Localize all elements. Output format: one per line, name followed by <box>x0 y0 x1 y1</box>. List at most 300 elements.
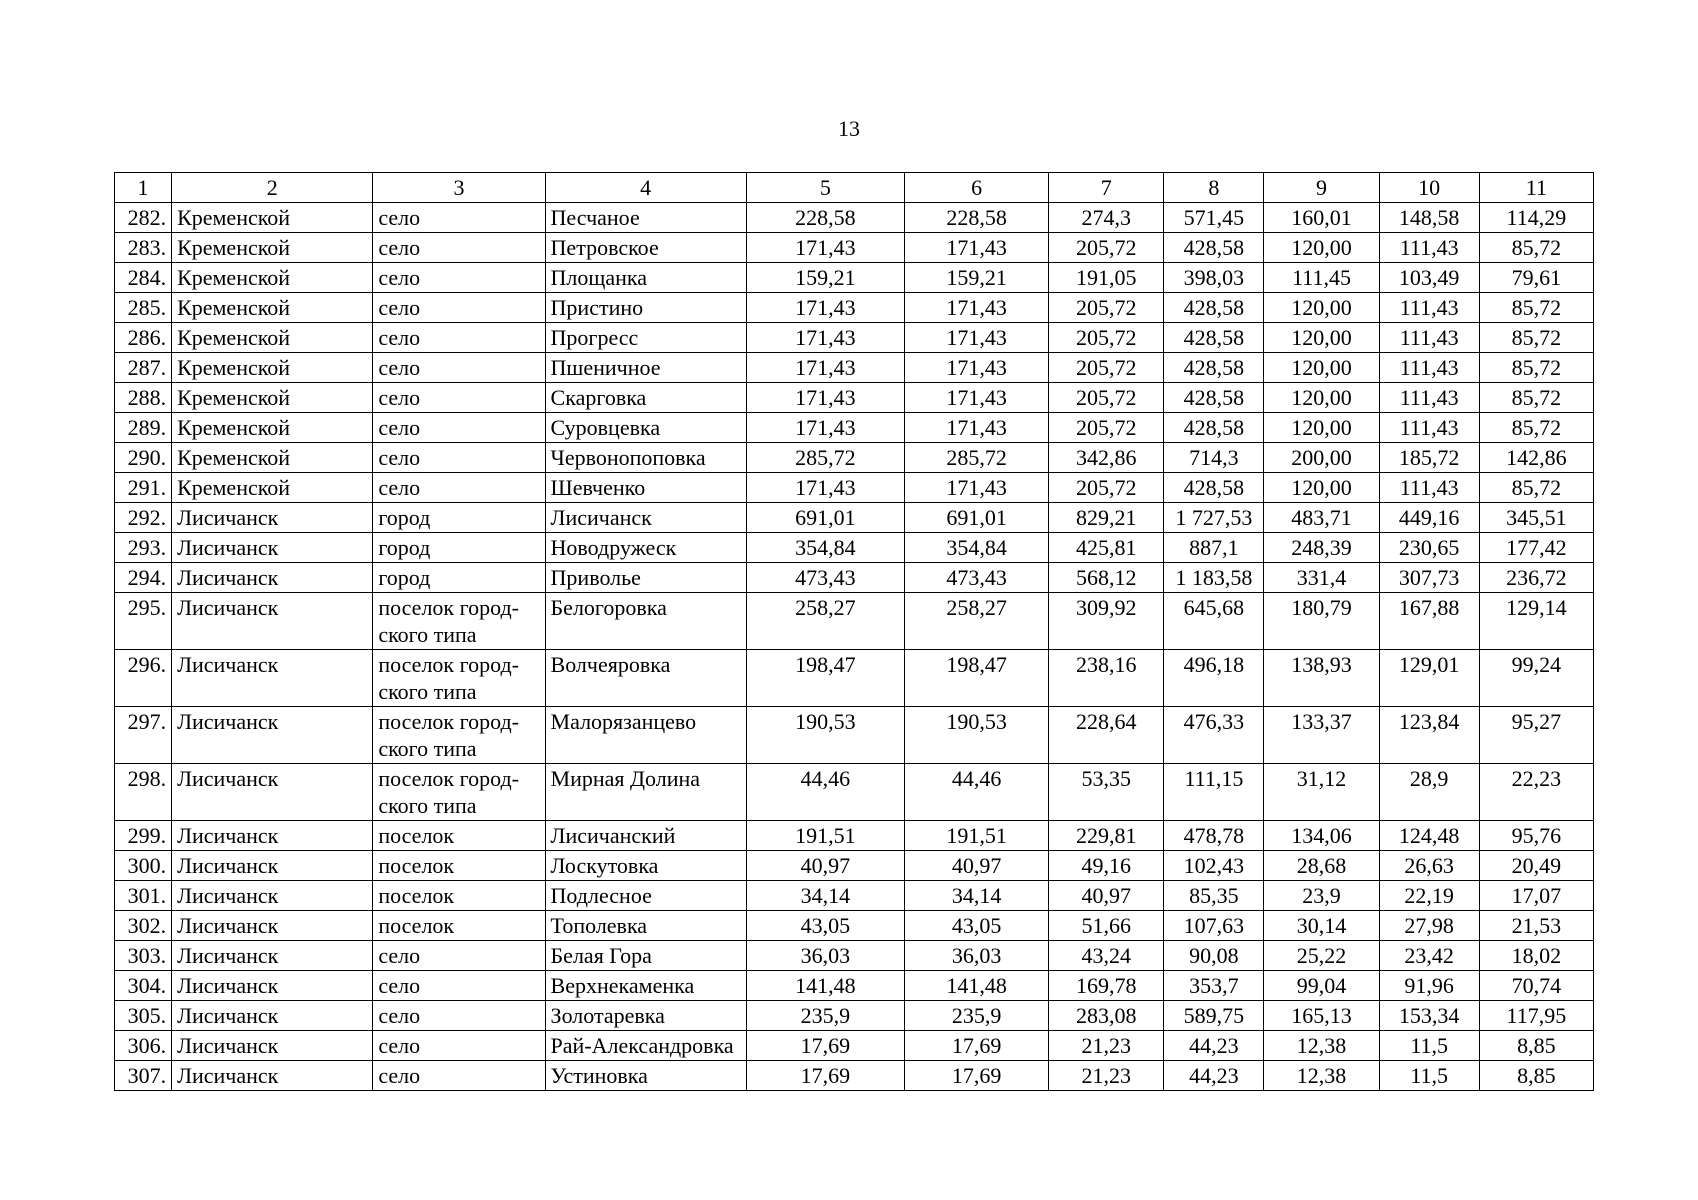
column-header: 10 <box>1379 173 1479 203</box>
value-cell: 17,07 <box>1479 881 1593 911</box>
column-header: 11 <box>1479 173 1593 203</box>
value-cell: 235,9 <box>905 1001 1049 1031</box>
value-cell: 148,58 <box>1379 203 1479 233</box>
table-row <box>115 443 1594 473</box>
value-cell: 205,72 <box>1049 413 1164 443</box>
table-row <box>115 293 1594 323</box>
value-cell: 205,72 <box>1049 323 1164 353</box>
value-cell: 428,58 <box>1164 473 1264 503</box>
settlement-name-cell: Петровское <box>545 233 746 263</box>
district-cell: Лисичанск <box>172 1031 373 1061</box>
value-cell: 428,58 <box>1164 233 1264 263</box>
value-cell: 473,43 <box>746 563 904 593</box>
value-cell: 171,43 <box>905 383 1049 413</box>
data-table <box>114 172 1594 1091</box>
row-number-cell: 286. <box>115 323 172 353</box>
value-cell: 428,58 <box>1164 293 1264 323</box>
value-cell: 428,58 <box>1164 353 1264 383</box>
value-cell: 51,66 <box>1049 911 1164 941</box>
value-cell: 133,37 <box>1264 707 1379 764</box>
value-cell: 496,18 <box>1164 650 1264 707</box>
value-cell: 120,00 <box>1264 323 1379 353</box>
value-cell: 117,95 <box>1479 1001 1593 1031</box>
value-cell: 85,72 <box>1479 293 1593 323</box>
table-row <box>115 563 1594 593</box>
district-cell: Лисичанск <box>172 650 373 707</box>
district-cell: Кременской <box>172 323 373 353</box>
value-cell: 141,48 <box>746 971 904 1001</box>
value-cell: 12,38 <box>1264 1031 1379 1061</box>
value-cell: 120,00 <box>1264 413 1379 443</box>
table-row <box>115 707 1594 764</box>
value-cell: 40,97 <box>905 851 1049 881</box>
district-cell: Лисичанск <box>172 941 373 971</box>
settlement-name-cell: Пшеничное <box>545 353 746 383</box>
row-number-cell: 294. <box>115 563 172 593</box>
table-header-row <box>115 173 1594 203</box>
column-header: 6 <box>905 173 1049 203</box>
value-cell: 428,58 <box>1164 383 1264 413</box>
value-cell: 345,51 <box>1479 503 1593 533</box>
table-row <box>115 1001 1594 1031</box>
value-cell: 198,47 <box>746 650 904 707</box>
settlement-name-cell: Подлесное <box>545 881 746 911</box>
row-number-cell: 295. <box>115 593 172 650</box>
value-cell: 191,51 <box>746 821 904 851</box>
table-row <box>115 263 1594 293</box>
column-header: 8 <box>1164 173 1264 203</box>
value-cell: 70,74 <box>1479 971 1593 1001</box>
value-cell: 142,86 <box>1479 443 1593 473</box>
value-cell: 258,27 <box>746 593 904 650</box>
value-cell: 21,23 <box>1049 1061 1164 1091</box>
value-cell: 85,72 <box>1479 383 1593 413</box>
row-number-cell: 293. <box>115 533 172 563</box>
row-number-cell: 287. <box>115 353 172 383</box>
value-cell: 230,65 <box>1379 533 1479 563</box>
settlement-name-cell: Тополевка <box>545 911 746 941</box>
settlement-name-cell: Суровцевка <box>545 413 746 443</box>
value-cell: 120,00 <box>1264 293 1379 323</box>
settlement-type-cell: село <box>373 971 545 1001</box>
value-cell: 40,97 <box>1049 881 1164 911</box>
settlement-type-cell: село <box>373 413 545 443</box>
settlement-type-cell: поселок город-ского типа <box>373 650 545 707</box>
row-number-cell: 283. <box>115 233 172 263</box>
value-cell: 171,43 <box>746 353 904 383</box>
row-number-cell: 299. <box>115 821 172 851</box>
value-cell: 191,51 <box>905 821 1049 851</box>
value-cell: 18,02 <box>1479 941 1593 971</box>
settlement-type-cell: город <box>373 533 545 563</box>
value-cell: 85,72 <box>1479 413 1593 443</box>
value-cell: 12,38 <box>1264 1061 1379 1091</box>
value-cell: 79,61 <box>1479 263 1593 293</box>
district-cell: Лисичанск <box>172 1061 373 1091</box>
value-cell: 31,12 <box>1264 764 1379 821</box>
table-row <box>115 503 1594 533</box>
row-number-cell: 297. <box>115 707 172 764</box>
district-cell: Лисичанск <box>172 1001 373 1031</box>
row-number-cell: 288. <box>115 383 172 413</box>
settlement-type-cell: поселок город-ского типа <box>373 764 545 821</box>
value-cell: 28,68 <box>1264 851 1379 881</box>
table-row <box>115 764 1594 821</box>
value-cell: 34,14 <box>905 881 1049 911</box>
value-cell: 425,81 <box>1049 533 1164 563</box>
value-cell: 205,72 <box>1049 233 1164 263</box>
settlement-name-cell: Новодружеск <box>545 533 746 563</box>
district-cell: Кременской <box>172 443 373 473</box>
table-row <box>115 1031 1594 1061</box>
value-cell: 85,35 <box>1164 881 1264 911</box>
value-cell: 17,69 <box>746 1061 904 1091</box>
value-cell: 44,23 <box>1164 1061 1264 1091</box>
table-row <box>115 593 1594 650</box>
value-cell: 8,85 <box>1479 1031 1593 1061</box>
value-cell: 11,5 <box>1379 1061 1479 1091</box>
value-cell: 198,47 <box>905 650 1049 707</box>
settlement-type-cell: село <box>373 293 545 323</box>
value-cell: 153,34 <box>1379 1001 1479 1031</box>
table-row <box>115 473 1594 503</box>
row-number-cell: 300. <box>115 851 172 881</box>
value-cell: 111,15 <box>1164 764 1264 821</box>
settlement-type-cell: поселок <box>373 821 545 851</box>
value-cell: 1 183,58 <box>1164 563 1264 593</box>
value-cell: 228,64 <box>1049 707 1164 764</box>
settlement-type-cell: село <box>373 473 545 503</box>
value-cell: 20,49 <box>1479 851 1593 881</box>
value-cell: 26,63 <box>1379 851 1479 881</box>
column-header: 5 <box>746 173 904 203</box>
table-row <box>115 821 1594 851</box>
settlement-name-cell: Верхнекаменка <box>545 971 746 1001</box>
value-cell: 236,72 <box>1479 563 1593 593</box>
value-cell: 354,84 <box>905 533 1049 563</box>
row-number-cell: 284. <box>115 263 172 293</box>
column-header: 2 <box>172 173 373 203</box>
district-cell: Лисичанск <box>172 533 373 563</box>
value-cell: 95,76 <box>1479 821 1593 851</box>
district-cell: Кременской <box>172 203 373 233</box>
row-number-cell: 306. <box>115 1031 172 1061</box>
value-cell: 228,58 <box>746 203 904 233</box>
value-cell: 235,9 <box>746 1001 904 1031</box>
page-number: 13 <box>838 116 860 141</box>
settlement-name-cell: Шевченко <box>545 473 746 503</box>
value-cell: 138,93 <box>1264 650 1379 707</box>
district-cell: Кременской <box>172 353 373 383</box>
value-cell: 44,23 <box>1164 1031 1264 1061</box>
value-cell: 331,4 <box>1264 563 1379 593</box>
value-cell: 238,16 <box>1049 650 1164 707</box>
value-cell: 829,21 <box>1049 503 1164 533</box>
table-row <box>115 383 1594 413</box>
value-cell: 120,00 <box>1264 383 1379 413</box>
settlement-name-cell: Белая Гора <box>545 941 746 971</box>
value-cell: 159,21 <box>905 263 1049 293</box>
value-cell: 43,05 <box>746 911 904 941</box>
value-cell: 85,72 <box>1479 353 1593 383</box>
value-cell: 95,27 <box>1479 707 1593 764</box>
value-cell: 205,72 <box>1049 383 1164 413</box>
settlement-name-cell: Червонопоповка <box>545 443 746 473</box>
settlement-type-cell: поселок <box>373 851 545 881</box>
value-cell: 478,78 <box>1164 821 1264 851</box>
row-number-cell: 305. <box>115 1001 172 1031</box>
value-cell: 103,49 <box>1379 263 1479 293</box>
district-cell: Лисичанск <box>172 911 373 941</box>
value-cell: 714,3 <box>1164 443 1264 473</box>
value-cell: 120,00 <box>1264 473 1379 503</box>
value-cell: 645,68 <box>1164 593 1264 650</box>
row-number-cell: 304. <box>115 971 172 1001</box>
value-cell: 171,43 <box>746 293 904 323</box>
value-cell: 124,48 <box>1379 821 1479 851</box>
value-cell: 309,92 <box>1049 593 1164 650</box>
value-cell: 205,72 <box>1049 293 1164 323</box>
value-cell: 114,29 <box>1479 203 1593 233</box>
value-cell: 307,73 <box>1379 563 1479 593</box>
settlement-name-cell: Лоскутовка <box>545 851 746 881</box>
district-cell: Лисичанск <box>172 593 373 650</box>
value-cell: 85,72 <box>1479 323 1593 353</box>
value-cell: 99,04 <box>1264 971 1379 1001</box>
district-cell: Кременской <box>172 293 373 323</box>
value-cell: 120,00 <box>1264 353 1379 383</box>
value-cell: 589,75 <box>1164 1001 1264 1031</box>
settlement-type-cell: поселок <box>373 881 545 911</box>
value-cell: 171,43 <box>905 323 1049 353</box>
table-row <box>115 911 1594 941</box>
value-cell: 49,16 <box>1049 851 1164 881</box>
settlement-type-cell: поселок город-ского типа <box>373 593 545 650</box>
value-cell: 129,14 <box>1479 593 1593 650</box>
value-cell: 177,42 <box>1479 533 1593 563</box>
value-cell: 36,03 <box>905 941 1049 971</box>
settlement-type-cell: поселок город-ского типа <box>373 707 545 764</box>
value-cell: 111,43 <box>1379 233 1479 263</box>
value-cell: 17,69 <box>905 1061 1049 1091</box>
value-cell: 91,96 <box>1379 971 1479 1001</box>
row-number-cell: 301. <box>115 881 172 911</box>
value-cell: 8,85 <box>1479 1061 1593 1091</box>
table-row <box>115 971 1594 1001</box>
district-cell: Кременской <box>172 473 373 503</box>
value-cell: 283,08 <box>1049 1001 1164 1031</box>
value-cell: 99,24 <box>1479 650 1593 707</box>
value-cell: 22,19 <box>1379 881 1479 911</box>
district-cell: Лисичанск <box>172 821 373 851</box>
settlement-name-cell: Мирная Долина <box>545 764 746 821</box>
value-cell: 190,53 <box>905 707 1049 764</box>
value-cell: 190,53 <box>746 707 904 764</box>
table-row <box>115 851 1594 881</box>
settlement-type-cell: село <box>373 233 545 263</box>
value-cell: 21,23 <box>1049 1031 1164 1061</box>
row-number-cell: 292. <box>115 503 172 533</box>
table-row <box>115 233 1594 263</box>
value-cell: 171,43 <box>905 473 1049 503</box>
settlement-name-cell: Скарговка <box>545 383 746 413</box>
value-cell: 1 727,53 <box>1164 503 1264 533</box>
value-cell: 23,42 <box>1379 941 1479 971</box>
settlement-name-cell: Лисичанский <box>545 821 746 851</box>
settlement-type-cell: город <box>373 563 545 593</box>
value-cell: 398,03 <box>1164 263 1264 293</box>
row-number-cell: 290. <box>115 443 172 473</box>
row-number-cell: 289. <box>115 413 172 443</box>
value-cell: 111,45 <box>1264 263 1379 293</box>
value-cell: 111,43 <box>1379 473 1479 503</box>
value-cell: 171,43 <box>746 473 904 503</box>
district-cell: Кременской <box>172 263 373 293</box>
settlement-type-cell: село <box>373 941 545 971</box>
value-cell: 353,7 <box>1164 971 1264 1001</box>
settlement-type-cell: поселок <box>373 911 545 941</box>
value-cell: 85,72 <box>1479 473 1593 503</box>
value-cell: 111,43 <box>1379 413 1479 443</box>
district-cell: Лисичанск <box>172 851 373 881</box>
value-cell: 17,69 <box>905 1031 1049 1061</box>
value-cell: 17,69 <box>746 1031 904 1061</box>
settlement-name-cell: Привольe <box>545 563 746 593</box>
district-cell: Лисичанск <box>172 503 373 533</box>
value-cell: 342,86 <box>1049 443 1164 473</box>
value-cell: 30,14 <box>1264 911 1379 941</box>
value-cell: 11,5 <box>1379 1031 1479 1061</box>
value-cell: 428,58 <box>1164 323 1264 353</box>
value-cell: 274,3 <box>1049 203 1164 233</box>
value-cell: 107,63 <box>1164 911 1264 941</box>
table-row <box>115 323 1594 353</box>
value-cell: 185,72 <box>1379 443 1479 473</box>
district-cell: Лисичанск <box>172 881 373 911</box>
value-cell: 129,01 <box>1379 650 1479 707</box>
district-cell: Кременской <box>172 383 373 413</box>
settlement-name-cell: Малорязанцево <box>545 707 746 764</box>
table-row <box>115 413 1594 443</box>
table-row <box>115 881 1594 911</box>
table-row <box>115 941 1594 971</box>
settlement-name-cell: Песчаное <box>545 203 746 233</box>
value-cell: 111,43 <box>1379 293 1479 323</box>
value-cell: 180,79 <box>1264 593 1379 650</box>
value-cell: 571,45 <box>1164 203 1264 233</box>
district-cell: Кременской <box>172 413 373 443</box>
column-header: 7 <box>1049 173 1164 203</box>
row-number-cell: 296. <box>115 650 172 707</box>
settlement-name-cell: Пристино <box>545 293 746 323</box>
row-number-cell: 285. <box>115 293 172 323</box>
value-cell: 90,08 <box>1164 941 1264 971</box>
value-cell: 165,13 <box>1264 1001 1379 1031</box>
value-cell: 120,00 <box>1264 233 1379 263</box>
settlement-name-cell: Лисичанск <box>545 503 746 533</box>
value-cell: 141,48 <box>905 971 1049 1001</box>
value-cell: 285,72 <box>905 443 1049 473</box>
value-cell: 354,84 <box>746 533 904 563</box>
value-cell: 111,43 <box>1379 353 1479 383</box>
district-cell: Лисичанск <box>172 563 373 593</box>
value-cell: 23,9 <box>1264 881 1379 911</box>
value-cell: 85,72 <box>1479 233 1593 263</box>
value-cell: 171,43 <box>746 383 904 413</box>
value-cell: 483,71 <box>1264 503 1379 533</box>
value-cell: 53,35 <box>1049 764 1164 821</box>
settlement-name-cell: Золотаревка <box>545 1001 746 1031</box>
value-cell: 43,05 <box>905 911 1049 941</box>
value-cell: 229,81 <box>1049 821 1164 851</box>
value-cell: 205,72 <box>1049 353 1164 383</box>
value-cell: 205,72 <box>1049 473 1164 503</box>
value-cell: 27,98 <box>1379 911 1479 941</box>
value-cell: 171,43 <box>905 353 1049 383</box>
settlement-type-cell: село <box>373 353 545 383</box>
value-cell: 34,14 <box>746 881 904 911</box>
value-cell: 111,43 <box>1379 383 1479 413</box>
value-cell: 159,21 <box>746 263 904 293</box>
value-cell: 691,01 <box>905 503 1049 533</box>
value-cell: 111,43 <box>1379 323 1479 353</box>
value-cell: 43,24 <box>1049 941 1164 971</box>
settlement-type-cell: село <box>373 263 545 293</box>
table-row <box>115 1061 1594 1091</box>
value-cell: 167,88 <box>1379 593 1479 650</box>
value-cell: 25,22 <box>1264 941 1379 971</box>
value-cell: 691,01 <box>746 503 904 533</box>
settlement-type-cell: город <box>373 503 545 533</box>
column-header: 3 <box>373 173 545 203</box>
row-number-cell: 298. <box>115 764 172 821</box>
settlement-type-cell: село <box>373 323 545 353</box>
table-row <box>115 650 1594 707</box>
value-cell: 191,05 <box>1049 263 1164 293</box>
settlement-type-cell: село <box>373 1061 545 1091</box>
settlement-type-cell: село <box>373 1031 545 1061</box>
settlement-type-cell: село <box>373 443 545 473</box>
value-cell: 44,46 <box>746 764 904 821</box>
value-cell: 171,43 <box>905 413 1049 443</box>
value-cell: 200,00 <box>1264 443 1379 473</box>
value-cell: 171,43 <box>905 293 1049 323</box>
settlement-name-cell: Площанка <box>545 263 746 293</box>
row-number-cell: 303. <box>115 941 172 971</box>
value-cell: 887,1 <box>1164 533 1264 563</box>
district-cell: Лисичанск <box>172 707 373 764</box>
settlement-type-cell: село <box>373 383 545 413</box>
value-cell: 160,01 <box>1264 203 1379 233</box>
table-row <box>115 533 1594 563</box>
row-number-cell: 282. <box>115 203 172 233</box>
settlement-name-cell: Устиновка <box>545 1061 746 1091</box>
value-cell: 40,97 <box>746 851 904 881</box>
settlement-name-cell: Прогресс <box>545 323 746 353</box>
settlement-name-cell: Белогоровка <box>545 593 746 650</box>
settlement-name-cell: Рай-Александровка <box>545 1031 746 1061</box>
value-cell: 285,72 <box>746 443 904 473</box>
settlement-type-cell: село <box>373 1001 545 1031</box>
value-cell: 123,84 <box>1379 707 1479 764</box>
column-header: 9 <box>1264 173 1379 203</box>
row-number-cell: 302. <box>115 911 172 941</box>
value-cell: 22,23 <box>1479 764 1593 821</box>
table-row <box>115 353 1594 383</box>
column-header: 1 <box>115 173 172 203</box>
value-cell: 21,53 <box>1479 911 1593 941</box>
value-cell: 169,78 <box>1049 971 1164 1001</box>
